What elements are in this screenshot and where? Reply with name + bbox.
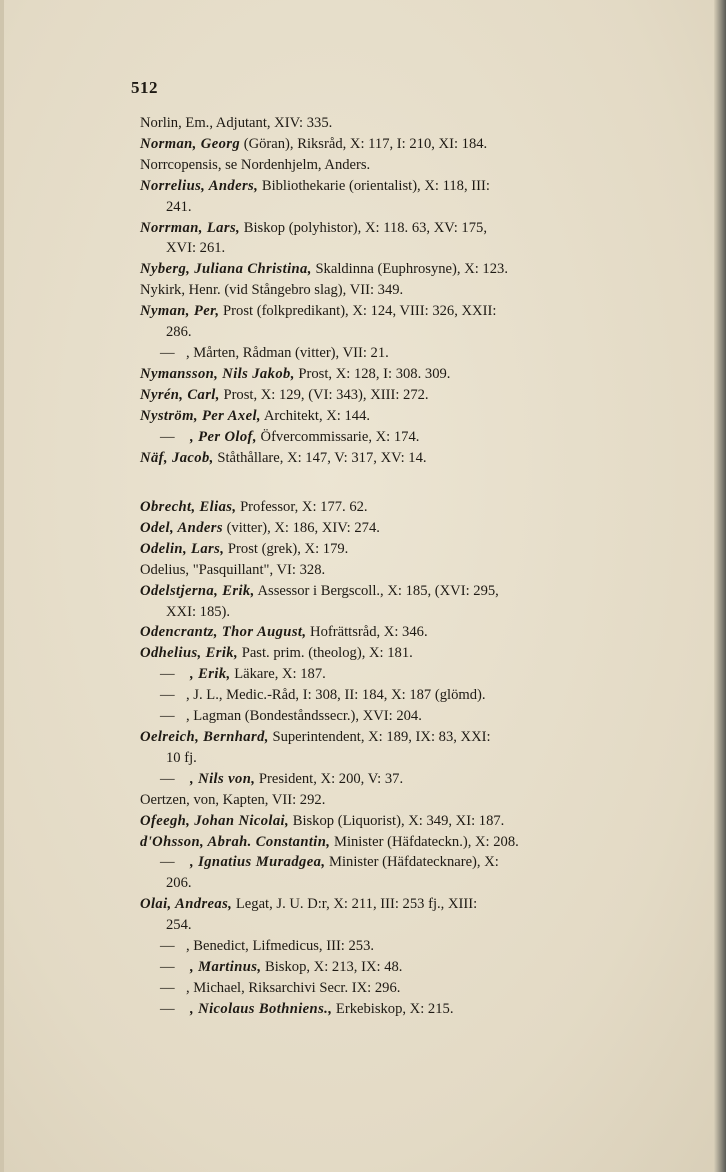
- entry-given-name: , Martinus,: [186, 958, 262, 975]
- entry-given-name: Abrah. Constantin,: [204, 833, 331, 850]
- index-entry: [140, 643, 685, 664]
- entry-references: Past. prim. (theolog), X: 181.: [238, 645, 413, 662]
- index-section-o: [0, 497, 726, 1020]
- entry-surname: Norrelius,: [140, 177, 206, 194]
- entry-references: Minister (Häfdatecknare), X:: [325, 854, 499, 871]
- entry-continuation: XVI: 261.: [166, 240, 226, 257]
- entry-given-name: Erik,: [218, 582, 255, 599]
- entry-given-name: , Per Olof,: [186, 428, 257, 445]
- entry-references: , Michael, Riksarchivi Secr. IX: 296.: [186, 979, 401, 996]
- index-entry: [140, 113, 685, 134]
- entry-dash: —: [160, 687, 175, 704]
- index-entry: [140, 832, 685, 853]
- index-section-n: [0, 113, 726, 468]
- entry-given-name: Jacob,: [167, 449, 214, 466]
- entry-given-name: , Nicolaus Bothniens.,: [186, 1000, 333, 1017]
- index-entry: [140, 259, 685, 280]
- entry-surname: Nyström,: [140, 407, 198, 424]
- entry-dash: —: [160, 979, 175, 996]
- entry-surname: Ofeegh,: [140, 812, 191, 829]
- entry-surname: Odelstjerna,: [140, 582, 219, 599]
- entry-references: Architekt, X: 144.: [260, 407, 371, 424]
- index-entry: [140, 218, 685, 260]
- entry-references: , J. L., Medic.-Råd, I: 308, II: 184, X: 187 (glömd).: [186, 687, 486, 704]
- entry-references: President, X: 200, V: 37.: [255, 770, 404, 787]
- entry-given-name: Andreas,: [171, 896, 233, 913]
- index-entry: [140, 581, 685, 623]
- entry-references: Biskop (polyhistor), X: 118. 63, XV: 175,: [240, 219, 487, 236]
- entry-surname: Odel,: [140, 519, 175, 536]
- entry-references: Prost, X: 128, I: 308. 309.: [294, 365, 451, 382]
- index-entry: [140, 999, 685, 1020]
- index-entry: [140, 448, 685, 469]
- index-entry: [140, 894, 685, 936]
- index-entry: [140, 176, 685, 218]
- entry-surname: Norman,: [140, 135, 197, 152]
- entry-continuation: 206.: [166, 875, 192, 892]
- entry-text: Norlin, Em.,: [140, 115, 213, 131]
- index-entry: [140, 343, 685, 364]
- index-entry: [140, 664, 685, 685]
- index-entry: [140, 727, 685, 769]
- index-entry: [140, 622, 685, 643]
- entry-given-name: Lars,: [202, 219, 241, 236]
- entry-given-name: Georg: [196, 135, 241, 152]
- index-entry: [140, 936, 685, 957]
- entry-given-name: Juliana Christina,: [190, 261, 312, 278]
- entry-given-name: Nils Jakob,: [218, 365, 295, 382]
- entry-surname: Odelin,: [140, 540, 187, 557]
- entry-references: Professor, X: 177. 62.: [236, 499, 368, 515]
- entry-surname: Nyberg,: [140, 261, 191, 278]
- entry-references: Skaldinna (Euphrosyne), X: 123.: [311, 261, 508, 278]
- entry-given-name: , Ignatius Muradgea,: [186, 854, 326, 871]
- entry-references: Legat, J. U. D:r, X: 211, III: 253 fj., XIII:: [232, 896, 478, 913]
- entry-given-name: Thor August,: [217, 624, 307, 641]
- index-entry: [140, 811, 685, 832]
- entry-references: Prost, X: 129, (VI: 343), XIII: 272.: [219, 386, 429, 403]
- entry-references: , Mårten, Rådman (vitter), VII: 21.: [186, 344, 389, 361]
- index-entry: [140, 385, 685, 406]
- index-entry: [140, 852, 685, 894]
- entry-surname: Obrecht,: [140, 499, 196, 515]
- entry-references: , Lagman (Bondeståndssecr.), XVI: 204.: [186, 708, 422, 725]
- entry-given-name: , Erik,: [186, 666, 231, 683]
- entry-given-name: Per,: [189, 303, 220, 320]
- entry-references: , Benedict, Lifmedicus, III: 253.: [186, 938, 375, 955]
- index-entry: [140, 280, 685, 301]
- index-entry: [140, 539, 685, 560]
- entry-text: Oertzen, von, Kapten, VII: 292.: [140, 791, 326, 808]
- entry-given-name: Erik,: [201, 645, 239, 662]
- entry-references: Erkebiskop, X: 215.: [332, 1000, 454, 1017]
- entry-continuation: 241.: [166, 198, 192, 215]
- entry-surname: Oelreich,: [140, 728, 200, 745]
- entry-references: Biskop, X: 213, IX: 48.: [261, 958, 403, 975]
- entry-given-name: Elias,: [195, 499, 237, 515]
- entry-references: Superintendent, X: 189, IX: 83, XXI:: [268, 728, 491, 745]
- index-entry: [140, 364, 685, 385]
- entry-continuation: 254.: [166, 917, 192, 934]
- entry-references: Läkare, X: 187.: [230, 666, 326, 683]
- entry-dash: —: [160, 708, 175, 725]
- entry-surname: Nyrén,: [140, 386, 184, 403]
- entry-continuation: 286.: [166, 324, 192, 341]
- entry-dash: —: [160, 854, 175, 871]
- entry-dash: —: [160, 770, 175, 787]
- entry-references: (vitter), X: 186, XIV: 274.: [222, 519, 380, 536]
- entry-given-name: Johan Nicolai,: [190, 812, 290, 829]
- entry-references: Bibliothekarie (orientalist), X: 118, III:: [258, 177, 490, 194]
- entry-references: Ståthållare, X: 147, V: 317, XV: 14.: [213, 449, 427, 466]
- entry-continuation: XXI: 185).: [166, 603, 231, 620]
- entry-given-name: Anders: [174, 519, 223, 536]
- entry-dash: —: [160, 344, 175, 361]
- entry-dash: —: [160, 958, 175, 975]
- entry-text: Nykirk, Henr.: [140, 282, 221, 299]
- entry-dash: —: [160, 666, 175, 683]
- index-entry: [140, 406, 685, 427]
- index-entry: [140, 518, 685, 539]
- entry-dash: —: [160, 1000, 175, 1017]
- entry-references: Prost (folkpredikant), X: 124, VIII: 326, XXII:: [219, 303, 497, 320]
- entry-surname: d'Ohsson,: [140, 833, 205, 850]
- entry-text: Norrcopensis, se Nordenhjelm, Anders.: [140, 156, 371, 173]
- entry-references: Adjutant, XIV: 335.: [212, 115, 333, 131]
- index-entry: [140, 706, 685, 727]
- entry-given-name: Bernhard,: [199, 728, 269, 745]
- entry-dash: —: [160, 938, 175, 955]
- entry-dash: —: [160, 428, 175, 445]
- entry-surname: Näf,: [140, 449, 168, 466]
- index-entry: [140, 769, 685, 790]
- entry-references: Hofrättsråd, X: 346.: [306, 624, 428, 641]
- entry-references: Biskop (Liquorist), X: 349, XI: 187.: [289, 812, 505, 829]
- index-entry: [140, 560, 685, 581]
- index-entry: [140, 957, 685, 978]
- entry-surname: Olai,: [140, 896, 172, 913]
- entry-surname: Norrman,: [140, 219, 203, 236]
- entry-text: Odelius, "Pasquillant", VI: 328.: [140, 561, 326, 578]
- entry-references: Assessor i Bergscoll., X: 185, (XVI: 295,: [254, 582, 499, 599]
- index-entry: [140, 497, 685, 518]
- entry-surname: Odencrantz,: [140, 624, 218, 641]
- entry-continuation: 10 fj.: [166, 749, 197, 766]
- entry-references: Minister (Häfdateckn.), X: 208.: [330, 833, 519, 850]
- entry-surname: Nymansson,: [140, 365, 219, 382]
- index-entry: [140, 134, 685, 155]
- index-entry: [140, 155, 685, 176]
- entry-given-name: Carl,: [183, 386, 220, 403]
- entry-surname: Odhelius,: [140, 645, 202, 662]
- entry-given-name: Lars,: [187, 540, 225, 557]
- entry-references: (Göran), Riksråd, X: 117, I: 210, XI: 184.: [240, 135, 488, 152]
- index-entry: [140, 301, 685, 343]
- entry-given-name: Per Axel,: [197, 407, 261, 424]
- entry-given-name: Anders,: [205, 177, 259, 194]
- entry-references: Öfvercommissarie, X: 174.: [256, 428, 420, 445]
- entry-references: (vid Stångebro slag), VII: 349.: [220, 282, 404, 299]
- entry-references: Prost (grek), X: 179.: [224, 540, 349, 557]
- entry-surname: Nyman,: [140, 303, 190, 320]
- index-entry: [140, 790, 685, 811]
- index-entry: [140, 978, 685, 999]
- entry-given-name: , Nils von,: [186, 770, 256, 787]
- index-entry: [140, 685, 685, 706]
- index-entry: [140, 427, 685, 448]
- page-number: 512: [131, 78, 158, 97]
